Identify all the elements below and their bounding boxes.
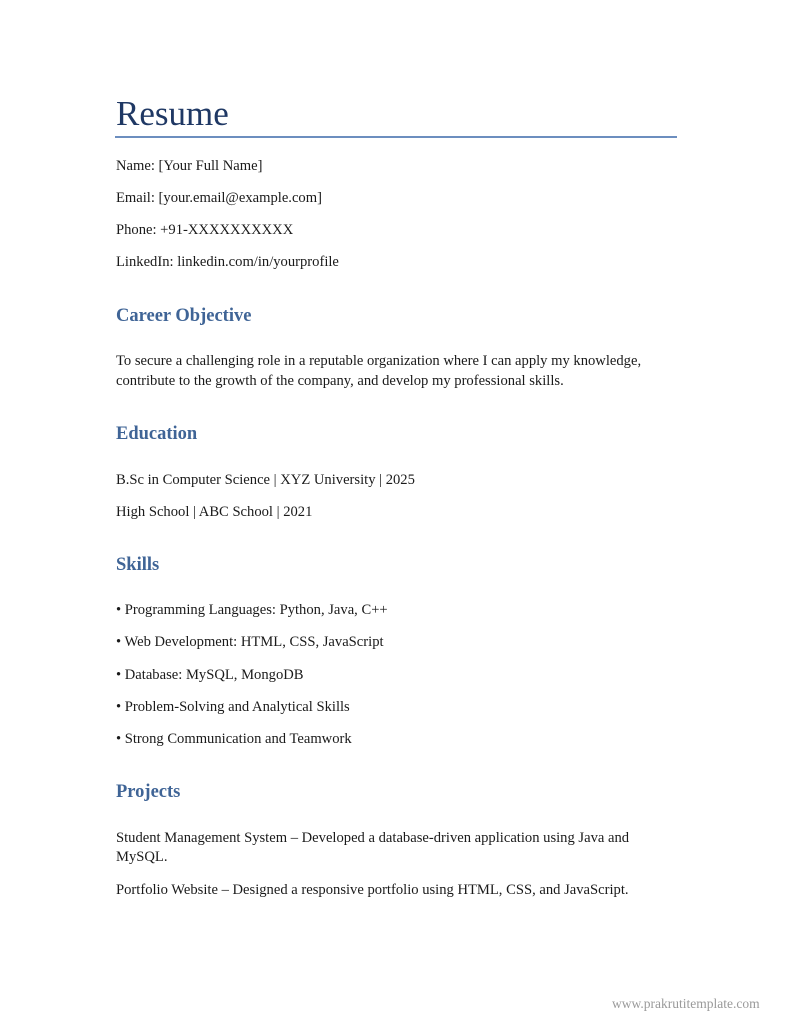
- contact-phone: Phone: +91-XXXXXXXXXX: [116, 222, 294, 238]
- education-item: B.Sc in Computer Science | XYZ University | 2025: [116, 472, 415, 488]
- projects-heading: Projects: [116, 782, 181, 802]
- project-item-continued: MySQL.: [116, 849, 168, 865]
- skill-item: • Problem-Solving and Analytical Skills: [116, 699, 350, 715]
- skills-heading: Skills: [116, 555, 160, 575]
- title-divider: [115, 136, 677, 138]
- page-title: Resume: [116, 94, 229, 133]
- skill-item: • Web Development: HTML, CSS, JavaScript: [116, 634, 384, 650]
- contact-linkedin: LinkedIn: linkedin.com/in/yourprofile: [116, 254, 339, 270]
- skill-item: • Programming Languages: Python, Java, C++: [116, 602, 388, 618]
- contact-name: Name: [Your Full Name]: [116, 158, 263, 174]
- skill-item: • Strong Communication and Teamwork: [116, 731, 352, 747]
- watermark: www.prakrutitemplate.com: [612, 996, 760, 1011]
- education-heading: Education: [116, 424, 198, 444]
- project-item: Portfolio Website – Designed a responsive portfolio using HTML, CSS, and JavaScript.: [116, 882, 629, 898]
- career-objective-heading: Career Objective: [116, 306, 252, 326]
- contact-email: Email: [your.email@example.com]: [116, 190, 322, 206]
- education-item: High School | ABC School | 2021: [116, 504, 313, 520]
- project-item: Student Management System – Developed a database-driven application using Java and: [116, 830, 630, 846]
- skill-item: • Database: MySQL, MongoDB: [116, 667, 304, 683]
- career-objective-line: To secure a challenging role in a reputable organization where I can apply my knowledge,: [116, 353, 642, 369]
- career-objective-line: contribute to the growth of the company, and develop my professional skills.: [116, 373, 564, 389]
